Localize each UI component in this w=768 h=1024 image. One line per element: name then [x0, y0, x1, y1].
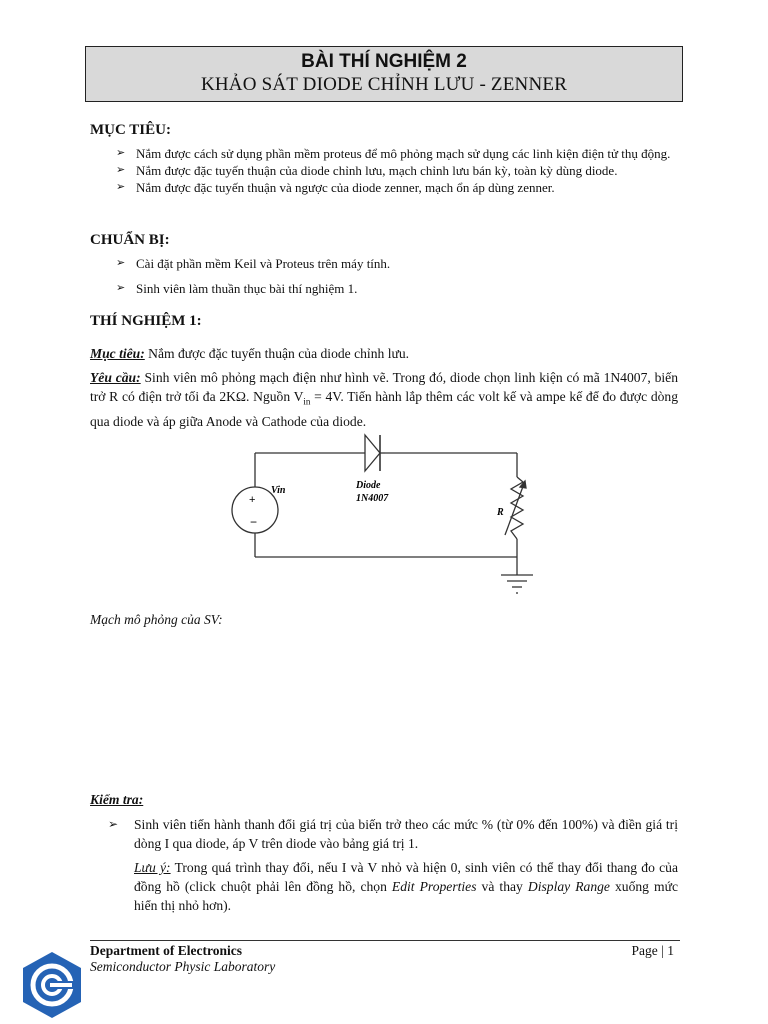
list-item: ➢ Nắm được cách sử dụng phần mềm proteus để mô phỏng mạch sử dụng các linh kiện điện tử thụ động. [116, 146, 671, 161]
yeu-cau-label: Yêu cầu: [90, 370, 141, 385]
footer-left [90, 943, 275, 975]
minus-sign: − [250, 515, 258, 529]
page-subtitle: KHẢO SÁT DIODE CHỈNH LƯU - ZENNER [200, 74, 568, 95]
arrow-bullet-icon: ➢ [116, 147, 126, 159]
list-item: ➢ Nắm được đặc tuyến thuận và ngược của diode zenner, mạch ổn áp dùng zenner. [116, 180, 555, 195]
list-item: ➢ Cài đặt phần mềm Keil và Proteus trên máy tính. [116, 256, 391, 271]
variable-resistor-icon [505, 477, 526, 539]
footer-divider [90, 940, 680, 941]
arrow-bullet-icon: ➢ [116, 164, 126, 176]
note-paragraph: Lưu ý: Trong quá trình thay đổi, nếu I và V nhỏ và hiện 0, sinh viên có thể thay đổi thang đo của đồng hồ (click chuột phải lên đồng hồ, chọn Edit Properties và thay Display Range xuống mức hiển thị nhỏ hơn). [134, 860, 678, 913]
muc-tieu-paragraph: Mục tiêu: Nắm được đặc tuyến thuận của diode chỉnh lưu. [90, 346, 410, 361]
page-title: BÀI THÍ NGHIỆM 2 [301, 51, 467, 72]
department-logo-icon [20, 950, 84, 1020]
kiem-tra-heading: Kiểm tra: [90, 792, 144, 807]
heading-muc-tieu: MỤC TIÊU: [90, 122, 171, 138]
list-muc-tieu [116, 145, 682, 196]
yeu-cau-paragraph: Yêu cầu: Sinh viên mô phỏng mạch điện như hình vẽ. Trong đó, diode chọn linh kiện có mã 1N4007, biến trở R có điện trở tối đa 2KΩ. Nguồn $V_{in} = 4V$. Tiến hành lắp thêm các volt kế và ampe kế để đo được dòng qua diode và áp giữa Anode và Cathode của diode. [90, 370, 679, 429]
ground-icon [501, 575, 533, 593]
note-label: Lưu ý: [134, 860, 171, 875]
list-item: ➢ Nắm được đặc tuyến thuận của diode chỉnh lưu, mạch chỉnh lưu bán kỳ, toàn kỳ dùng diode. [116, 163, 618, 178]
simulation-caption: Mạch mô phỏng của SV: [90, 612, 223, 627]
title-box [85, 46, 683, 102]
arrow-bullet-icon: ➢ [116, 181, 126, 193]
muc-tieu-label: Mục tiêu: [90, 346, 145, 361]
kiem-tra-item: ➢ Sinh viên tiến hành thanh đổi giá trị của biến trở theo các mức % (từ 0% đến 100%) và điền giá trị dòng I qua diode, áp V trên diode vào bảng giá trị 1. [108, 817, 678, 851]
lab-name: Semiconductor Physic Laboratory [90, 959, 276, 974]
arrow-bullet-icon: ➢ [116, 257, 126, 269]
diode-icon [365, 435, 385, 471]
r-label: R [497, 507, 504, 518]
page-number: Page | 1 [631, 943, 674, 958]
arrow-bullet-icon: ➢ [116, 282, 126, 294]
heading-chuan-bi: CHUẨN BỊ: [90, 232, 170, 248]
department-name: Department of Electronics [90, 943, 242, 958]
vin-label: Vin [271, 485, 286, 496]
heading-thi-nghiem-1: THÍ NGHIỆM 1: [90, 313, 202, 329]
arrow-bullet-icon: ➢ [108, 817, 119, 831]
list-item: ➢ Sinh viên làm thuần thục bài thí nghiệm 1. [116, 281, 358, 296]
plus-sign: + [249, 494, 256, 506]
circuit-diagram [225, 425, 545, 605]
diode-code: 1N4007 [356, 493, 389, 504]
list-chuan-bi [116, 255, 682, 297]
diode-label: Diode [356, 480, 381, 491]
